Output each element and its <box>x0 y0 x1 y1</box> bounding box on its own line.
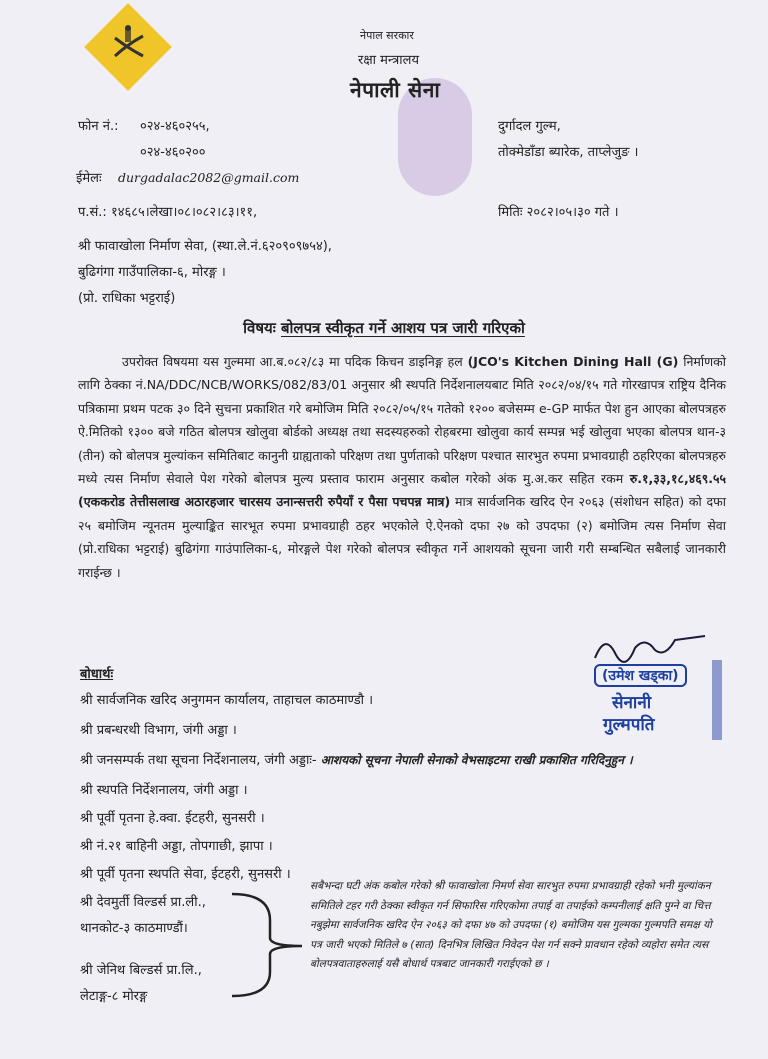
body-paragraph <box>78 350 726 584</box>
unit-name: दुर्गादल गुल्म, <box>498 119 561 134</box>
bidder-1-line-2: थानकोट-३ काठमाण्डौं। <box>80 921 188 936</box>
curly-brace-icon <box>230 890 310 1000</box>
stamp-ink-bar <box>712 660 722 740</box>
signatory-title-1: सेनानी <box>612 693 652 713</box>
cc-item-label: श्री जनसम्पर्क तथा सूचना निर्देशनालय, जंगी अड्डाः- <box>80 753 317 768</box>
ministry-label: रक्षा मन्त्रालय <box>358 53 420 68</box>
body-part-1: उपरोक्त विषयमा यस गुल्ममा आ.ब.०८२/८३ मा पदिक किचन डाइनिङ्ग हल <box>122 354 463 369</box>
phone-label: फोन नं.: <box>78 119 119 134</box>
unit-location: तोक्मेडाँडा ब्यारेक, ताप्लेजुङ । <box>498 145 639 160</box>
cc-item: श्री सार्वजनिक खरिद अनुगमन कार्यालय, ताहाचल काठमाण्डौ । <box>80 693 374 708</box>
letter-date: मितिः २०८२।०५।३० गते । <box>498 205 619 220</box>
reference-number: प.सं.: १४६८५।लेखा।०८।०८२।८३।११, <box>78 205 258 220</box>
phone-1: ०२४-४६०२५५, <box>140 119 210 134</box>
bidder-2-line-1: श्री जेनिथ बिल्डर्स प्रा.लि., <box>80 963 202 978</box>
email-value: durgadalac2082@gmail.com <box>118 170 300 185</box>
signature-scribble <box>575 628 715 668</box>
body-part-3: मात्र सार्वजनिक खरिद ऐन २०६३ (संशोधन सहित) को दफा २५ बमोजिम न्यूनतम मुल्याङ्कित सारभूत रुपमा प्रभावग्राही ठहर भएकोले ऐ.ऐनको दफा २७ को उपदफा (२) बमोजिम त्यस निर्माण सेवा (प्रो.राधिका भट्टराई) बुढिगंगा गाउंपालिका-६, मोरङ्गले पेश गरेको बोलपत्र स्वीकृत गर्ने आशयको सूचना जारी गरी सम्बन्धित सबैलाई जानकारी गराईन्छ । <box>78 494 726 580</box>
subject-line <box>0 318 768 338</box>
cc-item: श्री पूर्वी पृतना स्थपति सेवा, ईटहरी, सुनसरी । <box>80 867 291 882</box>
subject-text: बोलपत्र स्वीकृत गर्ने आशय पत्र जारी गरिएको <box>280 319 525 337</box>
email-label: ईमेलः <box>76 171 102 186</box>
recipient-line-2: बुढिगंगा गाउँपालिका-६, मोरङ्ग । <box>78 265 226 280</box>
body-bold-project: (JCO's Kitchen Dining Hall (G) <box>467 354 679 369</box>
bidder-note: सबैभन्दा घटी अंक कबोल गरेको श्री फावाखोला निमर्ण सेवा सारभुत रुपमा प्रभावग्राही रहेको भनी मुल्यांकन समितिले टहर गरी ठेक्का स्वीकृत गर्न सिफारिस गरिएकोमा तपाई वा तपाईको कम्पनीलाई क्षति पुग्ने वा चित्त नबुझेमा सार्वजनिक खरिद ऐन २०६३ को दफा ४७ को उपदफा (१) बमोजिम यस गुल्मका गुल्मपति समक्ष यो पत्र जारी भएको मितिले ७ (सात) दिनभित्र लिखित निवेदन पेश गर्न सक्ने प्रावधान रहेको व्यहोरा समेत त्यस बोलपत्रवाताहरुलाई यसै बोधार्थ पत्रबाट जानकारी गराईएको छ । <box>310 880 712 971</box>
bidder-2-line-2: लेटाङ्ग-८ मोरङ्ग <box>80 989 148 1004</box>
bidder-1-line-1: श्री देवमुर्ती विल्डर्स प्रा.ली., <box>80 895 206 910</box>
cc-item: श्री स्थपति निर्देशनालय, जंगी अड्डा । <box>80 783 248 798</box>
crossed-khukuri-icon <box>103 22 153 72</box>
body-part-2: निर्माणको लागि ठेक्का नं.NA/DDC/NCB/WORKS/082/83/01 अनुसार श्री स्थपति निर्देशनालयबाट मिति २०८२/०४/१५ गते गोरखापत्र राष्ट्रिय दैनिक पत्रिकामा प्रथम पटक ३० दिने सुचना प्रकाशित गरे बमोजिम मिति २०८२/०५/१५ गतेको १२०० बजेसम्म e-GP मार्फत पेश हुन आएका बोलपत्रहरु ऐ.मितिको १३०० बजे गठित बोलपत्र खोलुवा बोर्डको अध्यक्ष तथा सदस्यहरुको रोहबरमा खोलुवा कार्य सम्पन्न भई खोलुवा भएका बोलपत्र थान-३ (तीन) को बोलपत्र मुल्यांकन समितिबाट कानुनी ग्राह्यताको परिक्षण तथा पुर्णताको परिक्षण पश्चात सारभुत रुपमा प्रभावग्राही ठहरिएका बोलपत्रहरु मध्ये त्यस निर्माण सेवाले पेश गरेको बोलपत्र मुल्य प्रस्ताव फाराम अनुसार कबोल गरेको अंक मु.अ.कर सहित रकम <box>78 354 726 487</box>
phone-2: ०२४-४६०२०० <box>140 145 206 160</box>
cc-item-note: आशयको सूचना नेपाली सेनाको वेभसाइटमा राखी प्रकाशित गरिदिनुहुन । <box>320 753 633 767</box>
signatory-name: (उमेश खड्का) <box>594 664 687 687</box>
recipient-line-1: श्री फावाखोला निर्माण सेवा, (स्था.ले.नं.६२०९०९७५४), <box>78 239 332 254</box>
government-label: नेपाल सरकार <box>360 29 414 42</box>
army-title: नेपाली सेना <box>350 78 441 102</box>
cc-label: बोधार्थः <box>80 667 114 682</box>
signatory-title-2: गुल्मपति <box>603 715 655 735</box>
cc-item: श्री प्रबन्धरथी विभाग, जंगी अड्डा । <box>80 723 237 738</box>
body-bold-amount: रु.१,३३,१८,४६९.५५ (एककरोड तेत्तीसलाख अठारहजार चारसय उनान्सत्तरी रुपैयाँ र पैसा पचपन्न मात्र) <box>78 471 726 510</box>
cc-item: श्री नं.२१ बाहिनी अड्डा, तोपगाछी, झापा । <box>80 839 273 854</box>
recipient-line-3: (प्रो. राधिका भट्टराई) <box>78 291 176 306</box>
cc-item: श्री पूर्वी पृतना हे.क्वा. ईटहरी, सुनसरी । <box>80 811 265 826</box>
cc-item-publicity <box>80 750 633 768</box>
subject-label: विषयः <box>243 319 276 337</box>
